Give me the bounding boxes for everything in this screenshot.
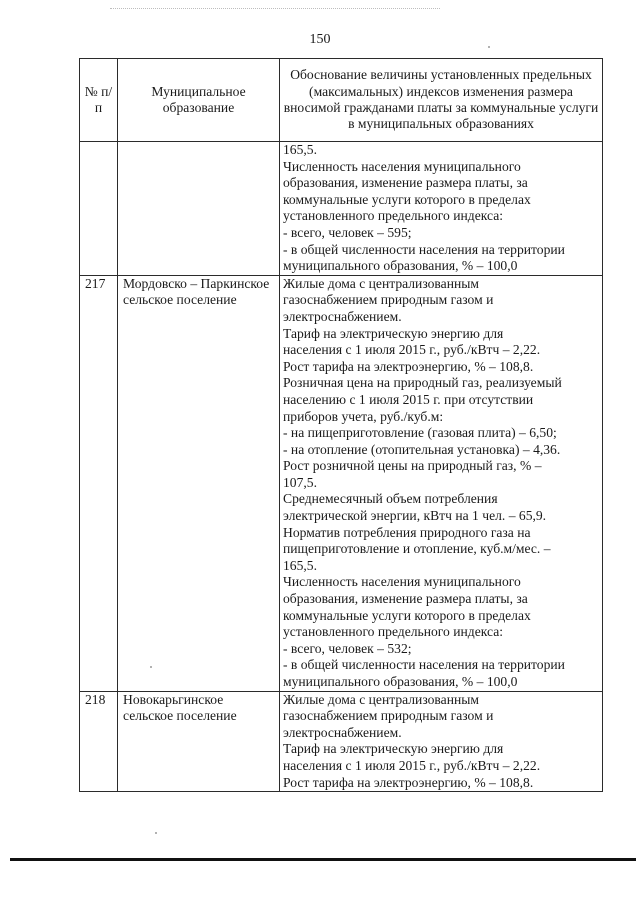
justification-line: Численность населения муниципального [283,574,521,590]
justification-line: - на отопление (отопительная установка) – 4,36. [283,441,561,457]
justification-line: Розничная цена на природный газ, реализуемый [283,375,562,391]
justification-line: Норматив потребления природного газа на [283,524,531,540]
justification-line: приборов учета, руб./куб.м: [283,408,444,424]
justification-line: коммунальные услуги которого в пределах [283,607,531,623]
justification-line: муниципального образования, % – 100,0 [283,674,518,689]
justification-line: Тариф на электрическую энергию для [283,741,504,757]
row-number: 218 [80,691,118,792]
justification-line: Тариф на электрическую энергию для [283,325,504,341]
justification-line: коммунальные услуги которого в пределах [283,191,531,207]
scan-speck [155,832,157,834]
table-row [80,142,603,276]
justification-line: - на пищеприготовление (газовая плита) – 6,50; [283,425,557,441]
justification-line: 165,5. [283,142,317,157]
justification-text [280,275,603,691]
header-municipality: Муниципальное образование [118,59,280,142]
row-number [80,142,118,276]
header-num: № п/п [80,59,118,142]
justification-line: газоснабжением природным газом и [283,708,494,724]
justification-line: установленного предельного индекса: [283,624,504,640]
justification-line: электроснабжением. [283,724,402,740]
municipality-name [118,142,280,276]
justification-line: 107,5. [283,474,317,490]
scan-artifact [110,8,440,12]
page-number: 150 [309,32,331,47]
header-justification: Обоснование величины установленных предельных (максимальных) индексов изменения размера вносимой гражданами платы за коммунальные услуги в муниципальных образованиях [280,59,603,142]
justification-line: Рост розничной цены на природный газ, % – [283,458,542,474]
justification-line: - всего, человек – 595; [283,224,412,240]
justification-line: Среднемесячный объем потребления [283,491,498,507]
justification-line: населения с 1 июля 2015 г., руб./кВтч – 2,22. [283,342,541,358]
justification-line: электроснабжением. [283,308,402,324]
municipality-name: Новокарьгинское сельское поселение [118,691,280,792]
justification-line: населения с 1 июля 2015 г., руб./кВтч – 2,22. [283,757,541,773]
justification-line: населению с 1 июля 2015 г. при отсутствии [283,391,534,407]
justification-line: - в общей численности населения на территории [283,657,565,673]
table-row [80,691,603,792]
justification-text [280,142,603,276]
justification-text [280,691,603,792]
municipal-index-table [79,58,603,792]
table-header-row [80,59,603,142]
justification-line: - всего, человек – 532; [283,640,412,656]
justification-line: образования, изменение размера платы, за [283,591,528,607]
justification-line: Рост тарифа на электроэнергию, % – 108,8. [283,774,534,790]
justification-line: газоснабжением природным газом и [283,292,494,308]
justification-line: Численность населения муниципального [283,158,521,174]
justification-line: установленного предельного индекса: [283,208,504,224]
table-row [80,275,603,691]
bottom-rule [10,858,636,861]
row-number: 217 [80,275,118,691]
justification-line: электрической энергии, кВтч на 1 чел. – 65,9. [283,508,547,524]
justification-line: образования, изменение размера платы, за [283,175,528,191]
justification-line: - в общей численности населения на территории [283,241,565,257]
municipality-name: Мордовско – Паркинское сельское поселение [118,275,280,691]
justification-line: Рост тарифа на электроэнергию, % – 108,8. [283,358,534,374]
justification-line: Жилые дома с централизованным [283,275,479,291]
justification-line: 165,5. [283,557,317,573]
justification-line: Жилые дома с централизованным [283,691,479,707]
justification-line: пищеприготовление и отопление, куб.м/мес. – [283,541,551,557]
table-body [80,142,603,792]
justification-line: муниципального образования, % – 100,0 [283,258,518,274]
